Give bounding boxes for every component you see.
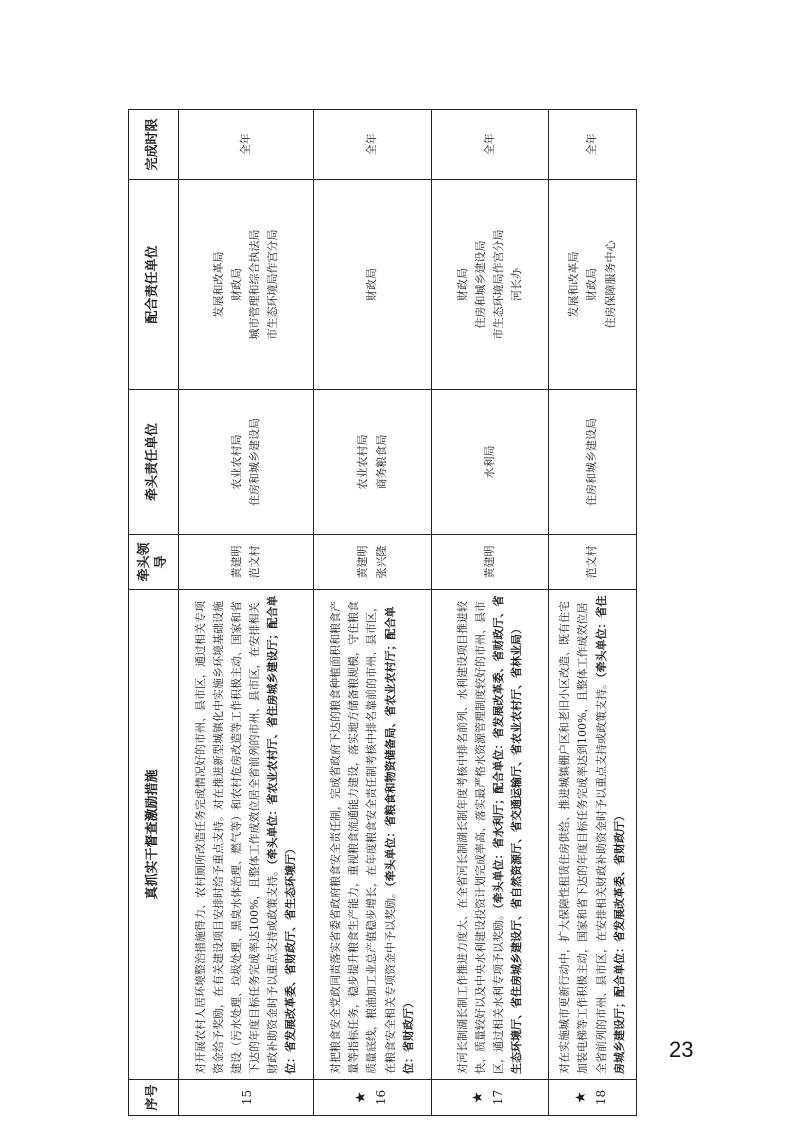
measure-text: 对开展农村人居环境整治措施得力、农村厕所改造任务完成情况好的市州、县市区，通过相关专项资金给予奖励，在有关建设项目安排时给予重点支持。对在推进新型城镇化中实施乡环境基础设施建设（污水处理、垃圾处理、黑臭水体治理、燃气等）和农村危房改造等工作积极主动、国家和省下达的年度目标任务完成率达100%，且整体工作成效位居全省前列的市州、县市区，在安排相关财政补助资金时予以重点支持或政策支持。 [193, 601, 280, 1074]
header-lead-unit: 牵头责任单位 [129, 390, 179, 535]
measure-cell [549, 590, 637, 1080]
measure-text: 对把粮食安全党政同责落实省委省政府粮食安全责任制，完成省政府下达的粮食种植面积和粮食产量等指标任务，稳步提升粮食生产能力，重视粮食流通能力建设，落实地方储备粮规模，守住粮食质量底线，粮油加工业总产值稳步增长，在年度粮食安全责任制考核中排名靠前的市州、县市区，在粮食安全相关专项资金中予以奖励。 [329, 601, 397, 1074]
seq-cell [179, 1080, 314, 1116]
deadline-cell: 全年 [549, 110, 637, 180]
lead-unit-cell [549, 390, 637, 535]
lead-unit: 住房和城乡建设局 [248, 418, 261, 506]
star-icon: ★ [352, 1091, 369, 1104]
lead-unit-cell [179, 390, 314, 535]
header-measure: 真抓实干督查激励措施 [129, 590, 179, 1080]
coop-unit: 发展和改革局 [567, 251, 581, 318]
coop-unit: 住房和城乡建设局 [473, 240, 487, 329]
deadline-cell: 全年 [314, 110, 432, 180]
measure-cell [432, 590, 549, 1080]
lead-unit: 住房和城乡建设局 [585, 418, 599, 506]
seq-cell [432, 1080, 549, 1116]
leader-cell [432, 535, 549, 590]
header-deadline: 完成时限 [129, 110, 179, 180]
page-number: 23 [669, 1037, 694, 1062]
rotated-table-page [128, 110, 636, 1116]
header-seq: 序号 [129, 1080, 179, 1116]
incentive-measures-table [128, 109, 637, 1116]
leader-name: 黄建明 [356, 545, 370, 579]
coop-unit: 财政局 [229, 268, 243, 301]
seq-cell [314, 1080, 432, 1116]
table-row [549, 110, 637, 1116]
coop-unit: 财政局 [585, 268, 599, 301]
row-number: 17 [491, 1089, 506, 1106]
leader-name: 范文村 [248, 545, 261, 579]
measure-units: （牵头单位：省粮食和物资储备局、省农业农村厅；配合单位：省财政厅） [383, 606, 415, 1074]
leader-name: 黄建明 [482, 545, 496, 579]
leader-cell [314, 535, 432, 590]
table-row [179, 110, 314, 1116]
coop-unit: 财政局 [365, 268, 379, 301]
star-icon: ★ [572, 1091, 589, 1104]
leader-cell [549, 535, 637, 590]
measure-text: 对河长制湖长制工作推进力度大、在全省河长制湖长制年度考核中排名前列、水利建设项目推进较快、质量较好以及中央水利建设投资计划完成率高、落实最严格水资源管理制度较好的市州、县市区，通过相关水利专项予以奖励。 [455, 601, 505, 1074]
leader-name: 范文村 [585, 545, 599, 579]
coop-unit: 河长办 [510, 268, 524, 301]
row-number: 16 [373, 1089, 388, 1106]
measure-cell [314, 590, 432, 1080]
leader-cell [179, 535, 314, 590]
lead-unit: 农业农村局 [229, 434, 243, 490]
table-row [432, 110, 549, 1116]
measure-cell [179, 590, 314, 1080]
seq-cell [549, 1080, 637, 1116]
leader-name: 黄建明 [229, 545, 243, 579]
header-leader: 牵头领导 [129, 535, 179, 590]
measure-units: （牵头单位：省住房城乡建设厅；配合单位：省发展改革委、省财政厅） [594, 595, 626, 1074]
coop-unit: 市生态环境局作宫分局 [266, 229, 280, 340]
coop-unit: 发展和改革局 [211, 251, 225, 318]
coop-unit-cell [549, 180, 637, 390]
lead-unit-cell [314, 390, 432, 535]
leader-name: 张兴隆 [374, 545, 388, 579]
deadline-cell: 全年 [432, 110, 549, 180]
row-number: 18 [593, 1089, 608, 1106]
lead-unit: 农业农村局 [356, 434, 370, 490]
lead-unit: 商务粮食局 [374, 434, 388, 490]
coop-unit-cell [432, 180, 549, 390]
table-row [314, 110, 432, 1116]
header-coop-unit: 配合责任单位 [129, 180, 179, 390]
coop-unit-cell [314, 180, 432, 390]
star-icon: ★ [470, 1091, 487, 1104]
row-number: 15 [240, 1089, 255, 1106]
coop-unit: 住房保障服务中心 [603, 240, 617, 329]
coop-unit-cell [179, 180, 314, 390]
measure-units: （牵头单位：省水利厅；配合单位：省发展改革委、省财政厅、省生态环境厅、省住房城乡建设厅、省自然资源厅、省交通运输厅、省农业农村厅、省林业局） [492, 595, 524, 1074]
coop-unit: 财政局 [455, 268, 469, 301]
measure-units: （牵头单位：省农业农村厅、省住房城乡建设厅；配合单位：省发展改革委、省财政厅、省生态环境厅） [266, 595, 298, 1074]
table-header-row [129, 110, 179, 1116]
lead-unit-cell [432, 390, 549, 535]
coop-unit: 城市管理和综合执法局 [248, 229, 261, 340]
measure-text: 对在实施城市更新行动中，扩大保障性租赁住房供给、推进城镇棚户区和老旧小区改造、既有住宅加装电梯等工作积极主动，国家和省下达的年度目标任务完成率达到100%，且整体工作成效位居全省前列的市州、县市区，在安排相关财政补助资金时予以重点支持或政策支持。 [558, 601, 608, 1074]
coop-unit: 市生态环境局作宫分局 [492, 229, 505, 340]
lead-unit: 水利局 [482, 445, 496, 479]
deadline-cell: 全年 [179, 110, 314, 180]
